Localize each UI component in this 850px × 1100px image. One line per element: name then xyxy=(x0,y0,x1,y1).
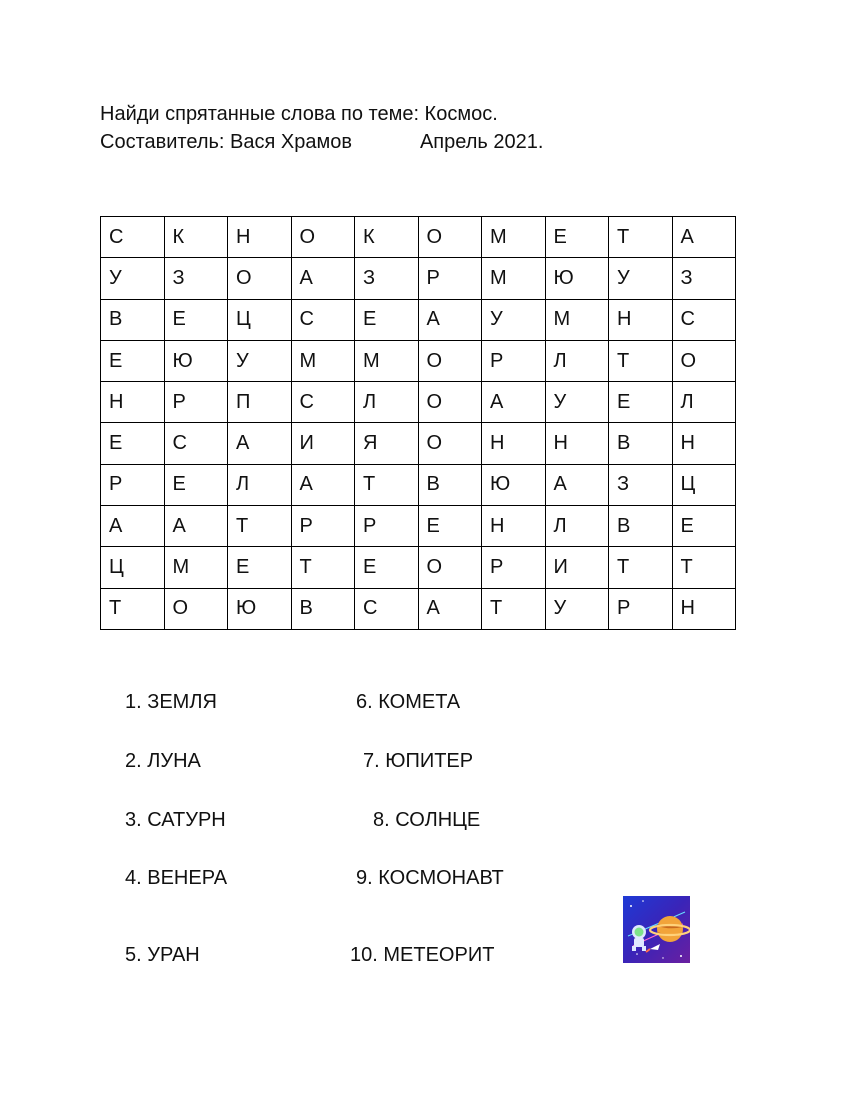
grid-cell: Ц xyxy=(228,299,292,340)
grid-cell: Л xyxy=(228,464,292,505)
grid-cell: С xyxy=(291,382,355,423)
grid-cell: А xyxy=(418,299,482,340)
grid-cell: Р xyxy=(418,258,482,299)
grid-cell: Т xyxy=(609,340,673,381)
grid-cell: А xyxy=(164,506,228,547)
grid-cell: Е xyxy=(355,299,419,340)
grid-row xyxy=(101,299,736,340)
grid-cell: Л xyxy=(672,382,736,423)
word-list-item: 10. МЕТЕОРИТ xyxy=(350,944,495,966)
grid-cell: О xyxy=(291,217,355,258)
grid-cell: Я xyxy=(355,423,419,464)
word-list-item: 9. КОСМОНАВТ xyxy=(356,867,504,889)
grid-cell: Н xyxy=(545,423,609,464)
grid-cell: К xyxy=(164,217,228,258)
grid-cell: В xyxy=(418,464,482,505)
grid-cell: С xyxy=(672,299,736,340)
date-text: Апрель 2021. xyxy=(419,131,544,153)
grid-cell: М xyxy=(482,217,546,258)
grid-cell: У xyxy=(545,588,609,629)
grid-cell: М xyxy=(355,340,419,381)
grid-cell: С xyxy=(101,217,165,258)
grid-cell: Т xyxy=(355,464,419,505)
grid-cell: Р xyxy=(355,506,419,547)
grid-cell: О xyxy=(164,588,228,629)
grid-cell: А xyxy=(482,382,546,423)
grid-cell: Н xyxy=(672,423,736,464)
grid-cell: Е xyxy=(164,464,228,505)
grid-cell: З xyxy=(355,258,419,299)
grid-cell: А xyxy=(545,464,609,505)
grid-cell: Ю xyxy=(545,258,609,299)
grid-cell: Ю xyxy=(228,588,292,629)
grid-cell: И xyxy=(545,547,609,588)
grid-cell: А xyxy=(291,258,355,299)
word-list-item: 8. СОЛНЦЕ xyxy=(373,809,481,831)
grid-cell: З xyxy=(164,258,228,299)
grid-cell: Е xyxy=(228,547,292,588)
grid-cell: Р xyxy=(482,340,546,381)
grid-cell: М xyxy=(545,299,609,340)
grid-cell: З xyxy=(609,464,673,505)
author-text: Составитель: Вася Храмов xyxy=(100,131,352,153)
word-list-item: 1. ЗЕМЛЯ xyxy=(125,691,217,713)
grid-cell: У xyxy=(482,299,546,340)
grid-row xyxy=(101,547,736,588)
grid-cell: Т xyxy=(228,506,292,547)
grid-row xyxy=(101,217,736,258)
grid-cell: А xyxy=(672,217,736,258)
grid-row xyxy=(101,340,736,381)
grid-cell: Е xyxy=(101,340,165,381)
grid-cell: Р xyxy=(291,506,355,547)
grid-cell: П xyxy=(228,382,292,423)
grid-cell: Р xyxy=(609,588,673,629)
grid-cell: А xyxy=(291,464,355,505)
grid-cell: А xyxy=(101,506,165,547)
grid-cell: Е xyxy=(355,547,419,588)
word-list-item: 7. ЮПИТЕР xyxy=(363,750,474,772)
grid-cell: Е xyxy=(418,506,482,547)
grid-cell: Ц xyxy=(101,547,165,588)
astronaut-saturn-icon xyxy=(623,896,690,963)
grid-cell: Л xyxy=(545,340,609,381)
grid-cell: У xyxy=(609,258,673,299)
grid-cell: Н xyxy=(482,423,546,464)
grid-cell: Р xyxy=(164,382,228,423)
grid-cell: Т xyxy=(482,588,546,629)
grid-cell: О xyxy=(418,217,482,258)
grid-cell: З xyxy=(672,258,736,299)
grid-cell: В xyxy=(291,588,355,629)
grid-cell: Н xyxy=(672,588,736,629)
grid-cell: Л xyxy=(545,506,609,547)
grid-cell: Н xyxy=(101,382,165,423)
grid-cell: Т xyxy=(101,588,165,629)
grid-cell: С xyxy=(355,588,419,629)
grid-cell: К xyxy=(355,217,419,258)
grid-cell: М xyxy=(291,340,355,381)
grid-cell: Н xyxy=(609,299,673,340)
grid-cell: Р xyxy=(101,464,165,505)
grid-cell: Н xyxy=(228,217,292,258)
grid-cell: Л xyxy=(355,382,419,423)
grid-cell: М xyxy=(482,258,546,299)
word-list-item: 6. КОМЕТА xyxy=(356,691,461,713)
grid-cell: О xyxy=(418,547,482,588)
grid-cell: С xyxy=(164,423,228,464)
grid-cell: У xyxy=(228,340,292,381)
grid-row xyxy=(101,382,736,423)
grid-cell: У xyxy=(545,382,609,423)
word-list-item: 4. ВЕНЕРА xyxy=(125,867,228,889)
grid-cell: В xyxy=(609,423,673,464)
grid-cell: У xyxy=(101,258,165,299)
grid-cell: Е xyxy=(545,217,609,258)
word-search-grid xyxy=(100,216,736,630)
grid-cell: Ю xyxy=(164,340,228,381)
grid-cell: Е xyxy=(164,299,228,340)
grid-cell: О xyxy=(228,258,292,299)
grid-cell: А xyxy=(418,588,482,629)
word-list-item: 5. УРАН xyxy=(125,944,200,966)
grid-cell: М xyxy=(164,547,228,588)
grid-row xyxy=(101,464,736,505)
grid-cell: Н xyxy=(482,506,546,547)
grid-cell: О xyxy=(418,382,482,423)
grid-cell: А xyxy=(228,423,292,464)
grid-row xyxy=(101,423,736,464)
grid-cell: Е xyxy=(101,423,165,464)
grid-row xyxy=(101,588,736,629)
grid-cell: Е xyxy=(609,382,673,423)
grid-cell: О xyxy=(672,340,736,381)
grid-cell: Ю xyxy=(482,464,546,505)
grid-cell: С xyxy=(291,299,355,340)
grid-cell: Р xyxy=(482,547,546,588)
grid-cell: Т xyxy=(609,217,673,258)
grid-cell: Т xyxy=(672,547,736,588)
grid-cell: О xyxy=(418,423,482,464)
grid-row xyxy=(101,506,736,547)
worksheet-byline xyxy=(100,128,543,156)
word-list-item: 3. САТУРН xyxy=(125,809,226,831)
grid-row xyxy=(101,258,736,299)
grid-cell: В xyxy=(609,506,673,547)
worksheet-header xyxy=(100,100,543,156)
grid-cell: Т xyxy=(291,547,355,588)
grid-cell: Ц xyxy=(672,464,736,505)
grid-cell: И xyxy=(291,423,355,464)
worksheet-title: Найди спрятанные слова по теме: Космос. xyxy=(100,103,498,125)
grid-cell: Е xyxy=(672,506,736,547)
grid-cell: О xyxy=(418,340,482,381)
word-list-item: 2. ЛУНА xyxy=(125,750,201,772)
grid-cell: Т xyxy=(609,547,673,588)
grid-cell: В xyxy=(101,299,165,340)
